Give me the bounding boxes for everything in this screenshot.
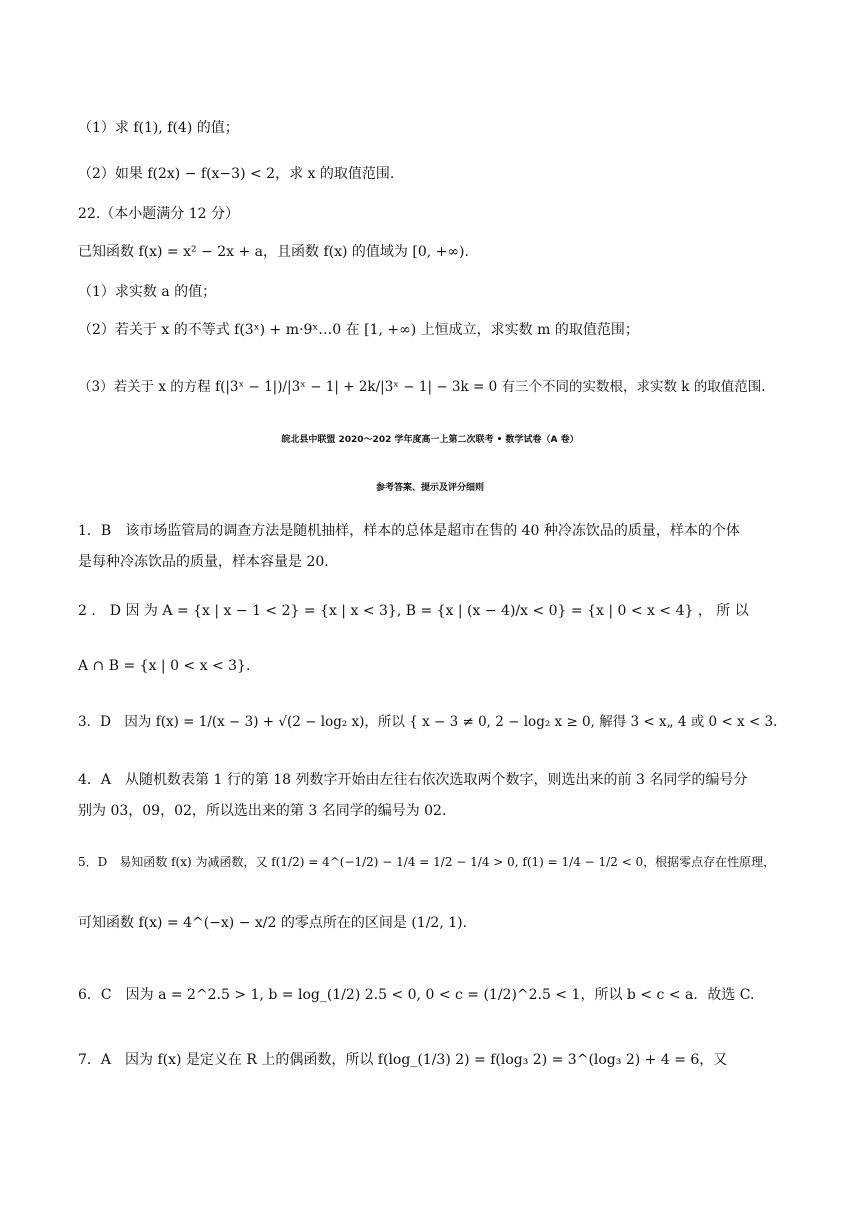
q22-part3: （3）若关于 x 的方程 f(|3ˣ − 1|)/|3ˣ − 1| + 2k/|3ˣ − 1| − 3k = 0 有三个不同的实数根，求实数 k 的取值范围. xyxy=(78,379,766,395)
answer-3: 3．D 因为 f(x) = 1/(x − 3) + √(2 − log₂ x)，所以 { x − 3 ≠ 0, 2 − log₂ x ≥ 0, 解得 3 < x„ 4 或 0 < x < 3. xyxy=(78,714,778,730)
answer-5-line2: 可知函数 f(x) = 4^(−x) − x/2 的零点所在的区间是 (1/2, 1). xyxy=(78,915,468,931)
q21-part2: （2）如果 f(2x) − f(x−3) < 2，求 x 的取值范围. xyxy=(78,166,395,182)
q22-heading: 22.（本小题满分 12 分） xyxy=(78,206,239,222)
answer-title: 皖北县中联盟 2020～202 学年度高一上第二次联考 • 数学试卷（A 卷） xyxy=(281,435,579,445)
answer-subtitle: 参考答案、提示及评分细则 xyxy=(375,483,484,493)
answer-5-line1: 5．D 易知函数 f(x) 为减函数，又 f(1/2) = 4^(−1/2) − 1/4 = 1/2 − 1/4 > 0, f(1) = 1/4 − 1/2 < 0，根据零点存在性原理， xyxy=(78,855,776,869)
answer-2-line2: A ∩ B = {x | 0 < x < 3}. xyxy=(78,658,251,674)
q22-part2: （2）若关于 x 的不等式 f(3ˣ) + m·9ˣ…0 在 [1, +∞) 上恒成立，求实数 m 的取值范围； xyxy=(78,322,639,338)
q21-part1: （1）求 f(1), f(4) 的值； xyxy=(78,120,239,136)
answer-1-line1: 1．B 该市场监管局的调查方法是随机抽样，样本的总体是超市在售的 40 种冷冻饮品的质量，样本的个体 xyxy=(78,523,740,539)
answer-2-line1: 2 ． D 因 为 A = {x | x − 1 < 2} = {x | x < 3}, B = {x | (x − 4)/x < 0} = {x | 0 < x < 4} ， 所 以 xyxy=(78,603,749,619)
q22-part1: （1）求实数 a 的值； xyxy=(78,284,217,300)
answer-4-line1: 4．A 从随机数表第 1 行的第 18 列数字开始由左往右依次选取两个数字，则选出来的前 3 名同学的编号分 xyxy=(78,772,748,788)
answer-7: 7．A 因为 f(x) 是定义在 R 上的偶函数，所以 f(log_(1/3) 2) = f(log₃ 2) = 3^(log₃ 2) + 4 = 6，又 xyxy=(78,1052,728,1068)
answer-4-line2: 别为 03，09，02，所以选出来的第 3 名同学的编号为 02. xyxy=(78,803,447,819)
answer-1-line2: 是每种冷冻饮品的质量，样本容量是 20. xyxy=(78,554,329,570)
answer-6: 6．C 因为 a = 2^2.5 > 1, b = log_(1/2) 2.5 < 0, 0 < c = (1/2)^2.5 < 1，所以 b < c < a．故选 C. xyxy=(78,987,755,1003)
q22-stem: 已知函数 f(x) = x² − 2x + a，且函数 f(x) 的值域为 [0, +∞). xyxy=(78,244,469,260)
